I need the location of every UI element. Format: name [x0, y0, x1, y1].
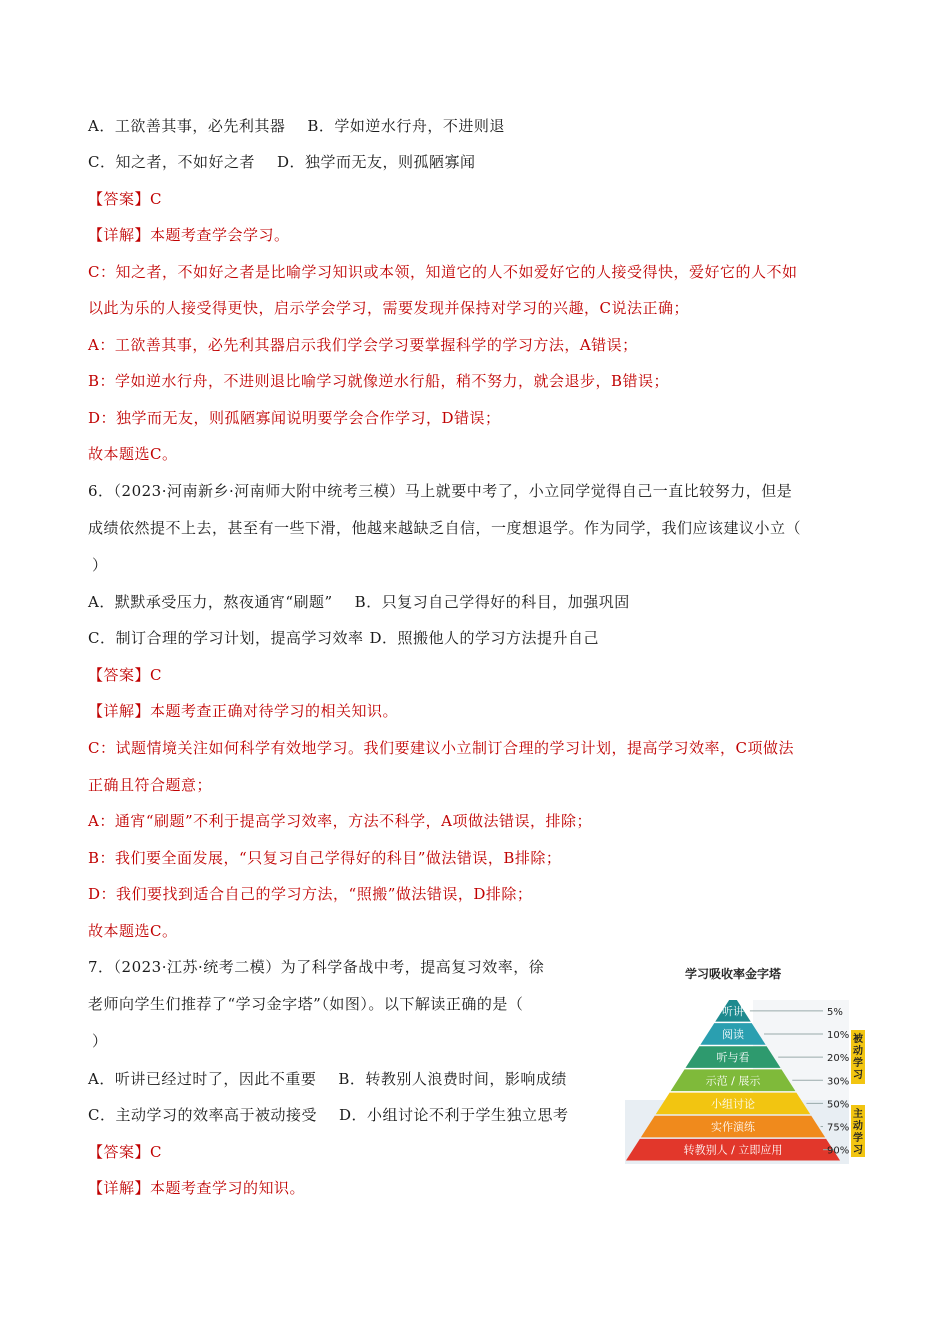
detail-tag: 【详解】 — [88, 702, 151, 720]
learning-pyramid-svg — [623, 960, 868, 1165]
figure-title: 学习吸收率金字塔 — [684, 967, 782, 981]
q7-option-b: B．转教别人浪费时间，影响成绩 — [338, 1070, 567, 1088]
q5-options-row-2 — [88, 151, 476, 173]
pyramid-level-label: 小组讨论 — [711, 1097, 755, 1111]
q6-stem-line: ） — [92, 556, 108, 574]
q6-explanation-line: C：试题情境关注如何科学有效地学习。我们要建议小立制订合理的学习计划，提高学习效率，C项做法 — [88, 739, 794, 757]
q5-option-c: C．知之者，不如好之者 — [88, 153, 255, 171]
q7-answer — [88, 1141, 162, 1163]
q6-explanation-line: A：通宵“刷题”不利于提高学习效率，方法不科学，A项做法错误，排除； — [88, 812, 593, 830]
q5-explanation-line: 以此为乐的人接受得更快，启示学会学习，需要发现并保持对学习的兴趣，C说法正确； — [88, 299, 689, 317]
pyramid-level-percent: 90% — [827, 1145, 850, 1157]
q6-answer — [88, 664, 162, 686]
q5-option-d: D．独学而无友，则孤陋寡闻 — [276, 153, 476, 171]
q7-options-row-1 — [88, 1068, 567, 1090]
q7-detail — [88, 1177, 305, 1199]
q7-options-row-2 — [88, 1104, 569, 1126]
pyramid-level-label: 转教别人 / 立即应用 — [683, 1143, 783, 1157]
answer-tag: 【答案】 — [88, 190, 151, 208]
q7-stem-line: ） — [92, 1032, 108, 1050]
q6-conclusion: 故本题选C。 — [88, 922, 178, 940]
q6-explanation-line: 正确且符合题意； — [88, 776, 213, 794]
detail-tag: 【详解】 — [88, 1179, 151, 1197]
pyramid-level-label: 实作演练 — [711, 1120, 755, 1134]
q6-options-row-1 — [88, 591, 630, 613]
pyramid-level-percent: 75% — [827, 1122, 850, 1134]
q6-stem-line: 6．（2023·河南新乡·河南师大附中统考三模）马上就要中考了，小立同学觉得自己一直比较努力，但是 — [88, 482, 793, 500]
detail-text: 本题考查学习的知识。 — [150, 1179, 306, 1197]
q5-option-a: A．工欲善其事，必先利其器 — [88, 117, 286, 135]
q5-option-b: B．学如逆水行舟，不进则退 — [307, 117, 505, 135]
q6-option-c: C．制订合理的学习计划，提高学习效率 — [88, 629, 364, 647]
learning-pyramid-figure — [623, 960, 868, 1165]
pyramid-level-percent: 5% — [827, 1006, 843, 1018]
detail-tag: 【详解】 — [88, 226, 151, 244]
q5-explanation-line: D：独学而无友，则孤陋寡闻说明要学会合作学习，D错误； — [88, 409, 501, 427]
q5-detail — [88, 224, 290, 246]
q5-conclusion: 故本题选C。 — [88, 445, 178, 463]
answer-tag: 【答案】 — [88, 666, 151, 684]
pyramid-level-label: 听与看 — [716, 1051, 750, 1065]
detail-text: 本题考查学会学习。 — [150, 226, 290, 244]
pyramid-level-percent: 50% — [827, 1099, 850, 1111]
pyramid-level-label: 示范 / 展示 — [705, 1074, 761, 1088]
q5-explanation-line: A：工欲善其事，必先利其器启示我们学会学习要掌握科学的学习方法，A错误； — [88, 336, 638, 354]
passive-learning-label: 被动学习 — [853, 1034, 863, 1081]
pyramid-level-label: 阅读 — [722, 1027, 744, 1041]
q6-option-a: A．默默承受压力，熬夜通宵“刷题” — [88, 593, 333, 611]
pyramid-level-percent: 20% — [827, 1053, 850, 1065]
answer-value: C — [150, 190, 162, 208]
q6-explanation-line: B：我们要全面发展，“只复习自己学得好的科目”做法错误，B排除； — [88, 849, 562, 867]
q7-option-d: D．小组讨论不利于学生独立思考 — [338, 1106, 569, 1124]
q6-detail — [88, 700, 398, 722]
q6-option-d: D．照搬他人的学习方法提升自己 — [369, 629, 600, 647]
answer-value: C — [150, 1143, 162, 1161]
answer-value: C — [150, 666, 162, 684]
q7-stem-line: 老师向学生们推荐了“学习金字塔”（如图）。以下解读正确的是（ — [88, 995, 524, 1013]
q5-answer — [88, 188, 162, 210]
q5-explanation-line: C：知之者，不如好之者是比喻学习知识或本领，知道它的人不如爱好它的人接受得快，爱好它的人不如 — [88, 263, 798, 281]
active-learning-label: 主动学习 — [853, 1109, 863, 1156]
q7-option-a: A．听讲已经过时了，因此不重要 — [88, 1070, 317, 1088]
q6-explanation-line: D：我们要找到适合自己的学习方法，“照搬”做法错误，D排除； — [88, 885, 533, 903]
detail-text: 本题考查正确对待学习的相关知识。 — [150, 702, 399, 720]
q7-option-c: C．主动学习的效率高于被动接受 — [88, 1106, 317, 1124]
q7-stem-line: 7．（2023·江苏·统考二模）为了科学备战中考，提高复习效率，徐 — [88, 958, 545, 976]
pyramid-level-label: 听讲 — [722, 1004, 744, 1018]
pyramid-level-percent: 10% — [827, 1029, 850, 1041]
q6-options-row-2 — [88, 627, 599, 649]
q6-option-b: B．只复习自己学得好的科目，加强巩固 — [354, 593, 630, 611]
q5-options-row-1 — [88, 115, 505, 137]
pyramid-level-percent: 30% — [827, 1076, 850, 1088]
q5-explanation-line: B：学如逆水行舟，不进则退比喻学习就像逆水行船，稍不努力，就会退步，B错误； — [88, 372, 670, 390]
q6-stem-line: 成绩依然提不上去，甚至有一些下滑，他越来越缺乏自信，一度想退学。作为同学，我们应该建议小立（ — [88, 519, 802, 537]
answer-tag: 【答案】 — [88, 1143, 151, 1161]
